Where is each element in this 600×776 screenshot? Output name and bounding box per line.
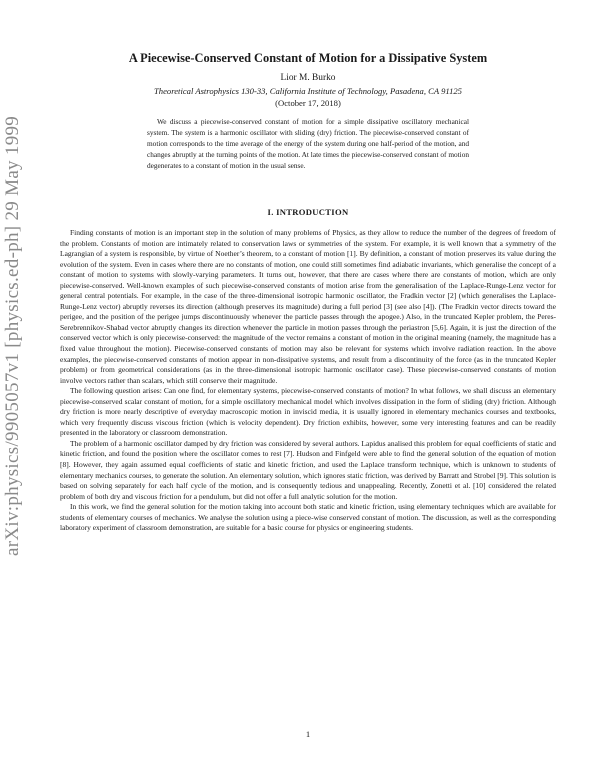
arxiv-identifier-stamp: arXiv:physics/9905057v1 [physics.ed-ph] 29 May 1999	[2, 115, 23, 556]
paragraph: The problem of a harmonic oscillator damped by dry friction was considered by several authors. Lapidus analised this problem for equal coefficients of static and kinetic friction, and found the position where the oscillator comes to rest [7]. Hudson and Finfgeld were able to find the general solution of the equation of motion [8]. However, they again assumed equal coefficients of static and kinetic friction, and used the Laplace transform technique, which is unknown to students of elementary mechanics courses, to generate the solution. An elementary solution, which ignores static friction, was derived by Barratt and Strobel [9]. This solution is based on solving separately for each half cycle of the motion, and is consequently tedious and unappealing. Recently, Zonetti et al. [10] considered the related problem of both dry and viscous friction for a pendulum, but did not offer a full analytic solution for the motion.	[60, 438, 556, 501]
section-heading: I. INTRODUCTION	[267, 207, 349, 217]
body-text	[60, 228, 556, 534]
abstract: We discuss a piecewise-conserved constant of motion for a simple dissipative oscillatory mechanical system. The system is a harmonic oscillator with sliding (dry) friction. The piecewise-conserved constant of motion corresponds to the time average of the energy of the system during one half-period of the motion, and changes abruptly at the turning points of the motion. At late times the piecewise-conserved constant of motion degenerates to a constant of motion in the usual sense.	[147, 117, 469, 171]
paper-title: A Piecewise-Conserved Constant of Motion for a Dissipative System	[128, 51, 488, 65]
paragraph: Finding constants of motion is an important step in the solution of many problems of Physics, as they allow to reduce the number of the degrees of freedom of the problem. Constants of motion are intimately related to conservation laws or symmetries of the system. For example, it is well known that a symmetry of the Lagrangian of a system is responsible, by virtue of Noether’s theorem, to a constant of motion [1]. By definition, a constant of motion preserves its value during the evolution of the system. Even in cases where there are no constants of motion, one could still sometimes find adiabatic invariants, which generalise the concept of a constant of motion to systems with slowly-varying parameters. It turns out, however, that there are cases where there are constants of motion, which are only piecewise-conserved. Well-known examples of such piecewise-conserved constants of motion arise from the generalisation of the Laplace-Runge-Lenz vector for general central potentials. For example, in the case of the three-dimensional isotropic harmonic oscillator, the Fradkin vector [2] (which generalises the Laplace-Runge-Lenz vector) abruptly reverses its direction (although preserves its magnitude) during a full period [3] (see also [4]). (The Fradkin vector directs toward the perigee, and the position of the perigee jumps discontinuously whenever the particle passes through the apogee.) Also, in the truncated Kepler problem, the Peres-Serebrennikov-Shabad vector abruptly changes its direction whenever the particle in motion passes through the periastron [5,6]. Again, it is just the direction of the conserved vector which is only piecewise-conserved: the magnitude of the vector remains a constant of motion in the original meaning (namely, the magnitude has a fixed value throughout the motion). Piecewise-conserved constants of motion may also be relevant for systems which involve radiation reaction. In the above examples, the piecewise-conserved constants of motion appear in non-dissipative systems, and result from a discontinuity of the force (as in the truncated Kepler problem) or from geometrical considerations (as in the three-dimensional isotropic harmonic oscillator case). These piecewise-conserved constants of motion involve vectors rather than scalars, which still conserve their magnitude.	[60, 228, 556, 385]
paper-date: (October 17, 2018)	[275, 98, 341, 108]
paragraph: In this work, we find the general solution for the motion taking into account both static and kinetic friction, using elementary techniques which are available for students of elementary courses of mechanics. We analyse the solution using a piece-wise conserved constant of motion. The discussion, as well as the corresponding laboratory experiment of classroom demonstration, are suitable for a basic course for physics or engineering students.	[60, 502, 556, 533]
author-name: Lior M. Burko	[280, 73, 336, 83]
page-number: 1	[305, 729, 311, 739]
author-affiliation: Theoretical Astrophysics 130-33, California Institute of Technology, Pasadena, CA 91125	[154, 86, 462, 96]
paragraph: The following question arises: Can one find, for elementary systems, piecewise-conserved constants of motion? In what follows, we shall discuss an elementary piecewise-conserved scalar constant of motion, for a simple oscillatory mechanical model which involves dissipation in the form of sliding (dry) friction. Although dry friction is more nearly descriptive of everyday macroscopic motion in inviscid media, it is usually ignored in elementary mechanics courses and textbooks, which very frequently discuss viscous friction (which is velocity dependent). Dry friction exhibits, however, some very interesting features and can be readily presented in the laboratory or classroom demonstration.	[60, 386, 556, 438]
